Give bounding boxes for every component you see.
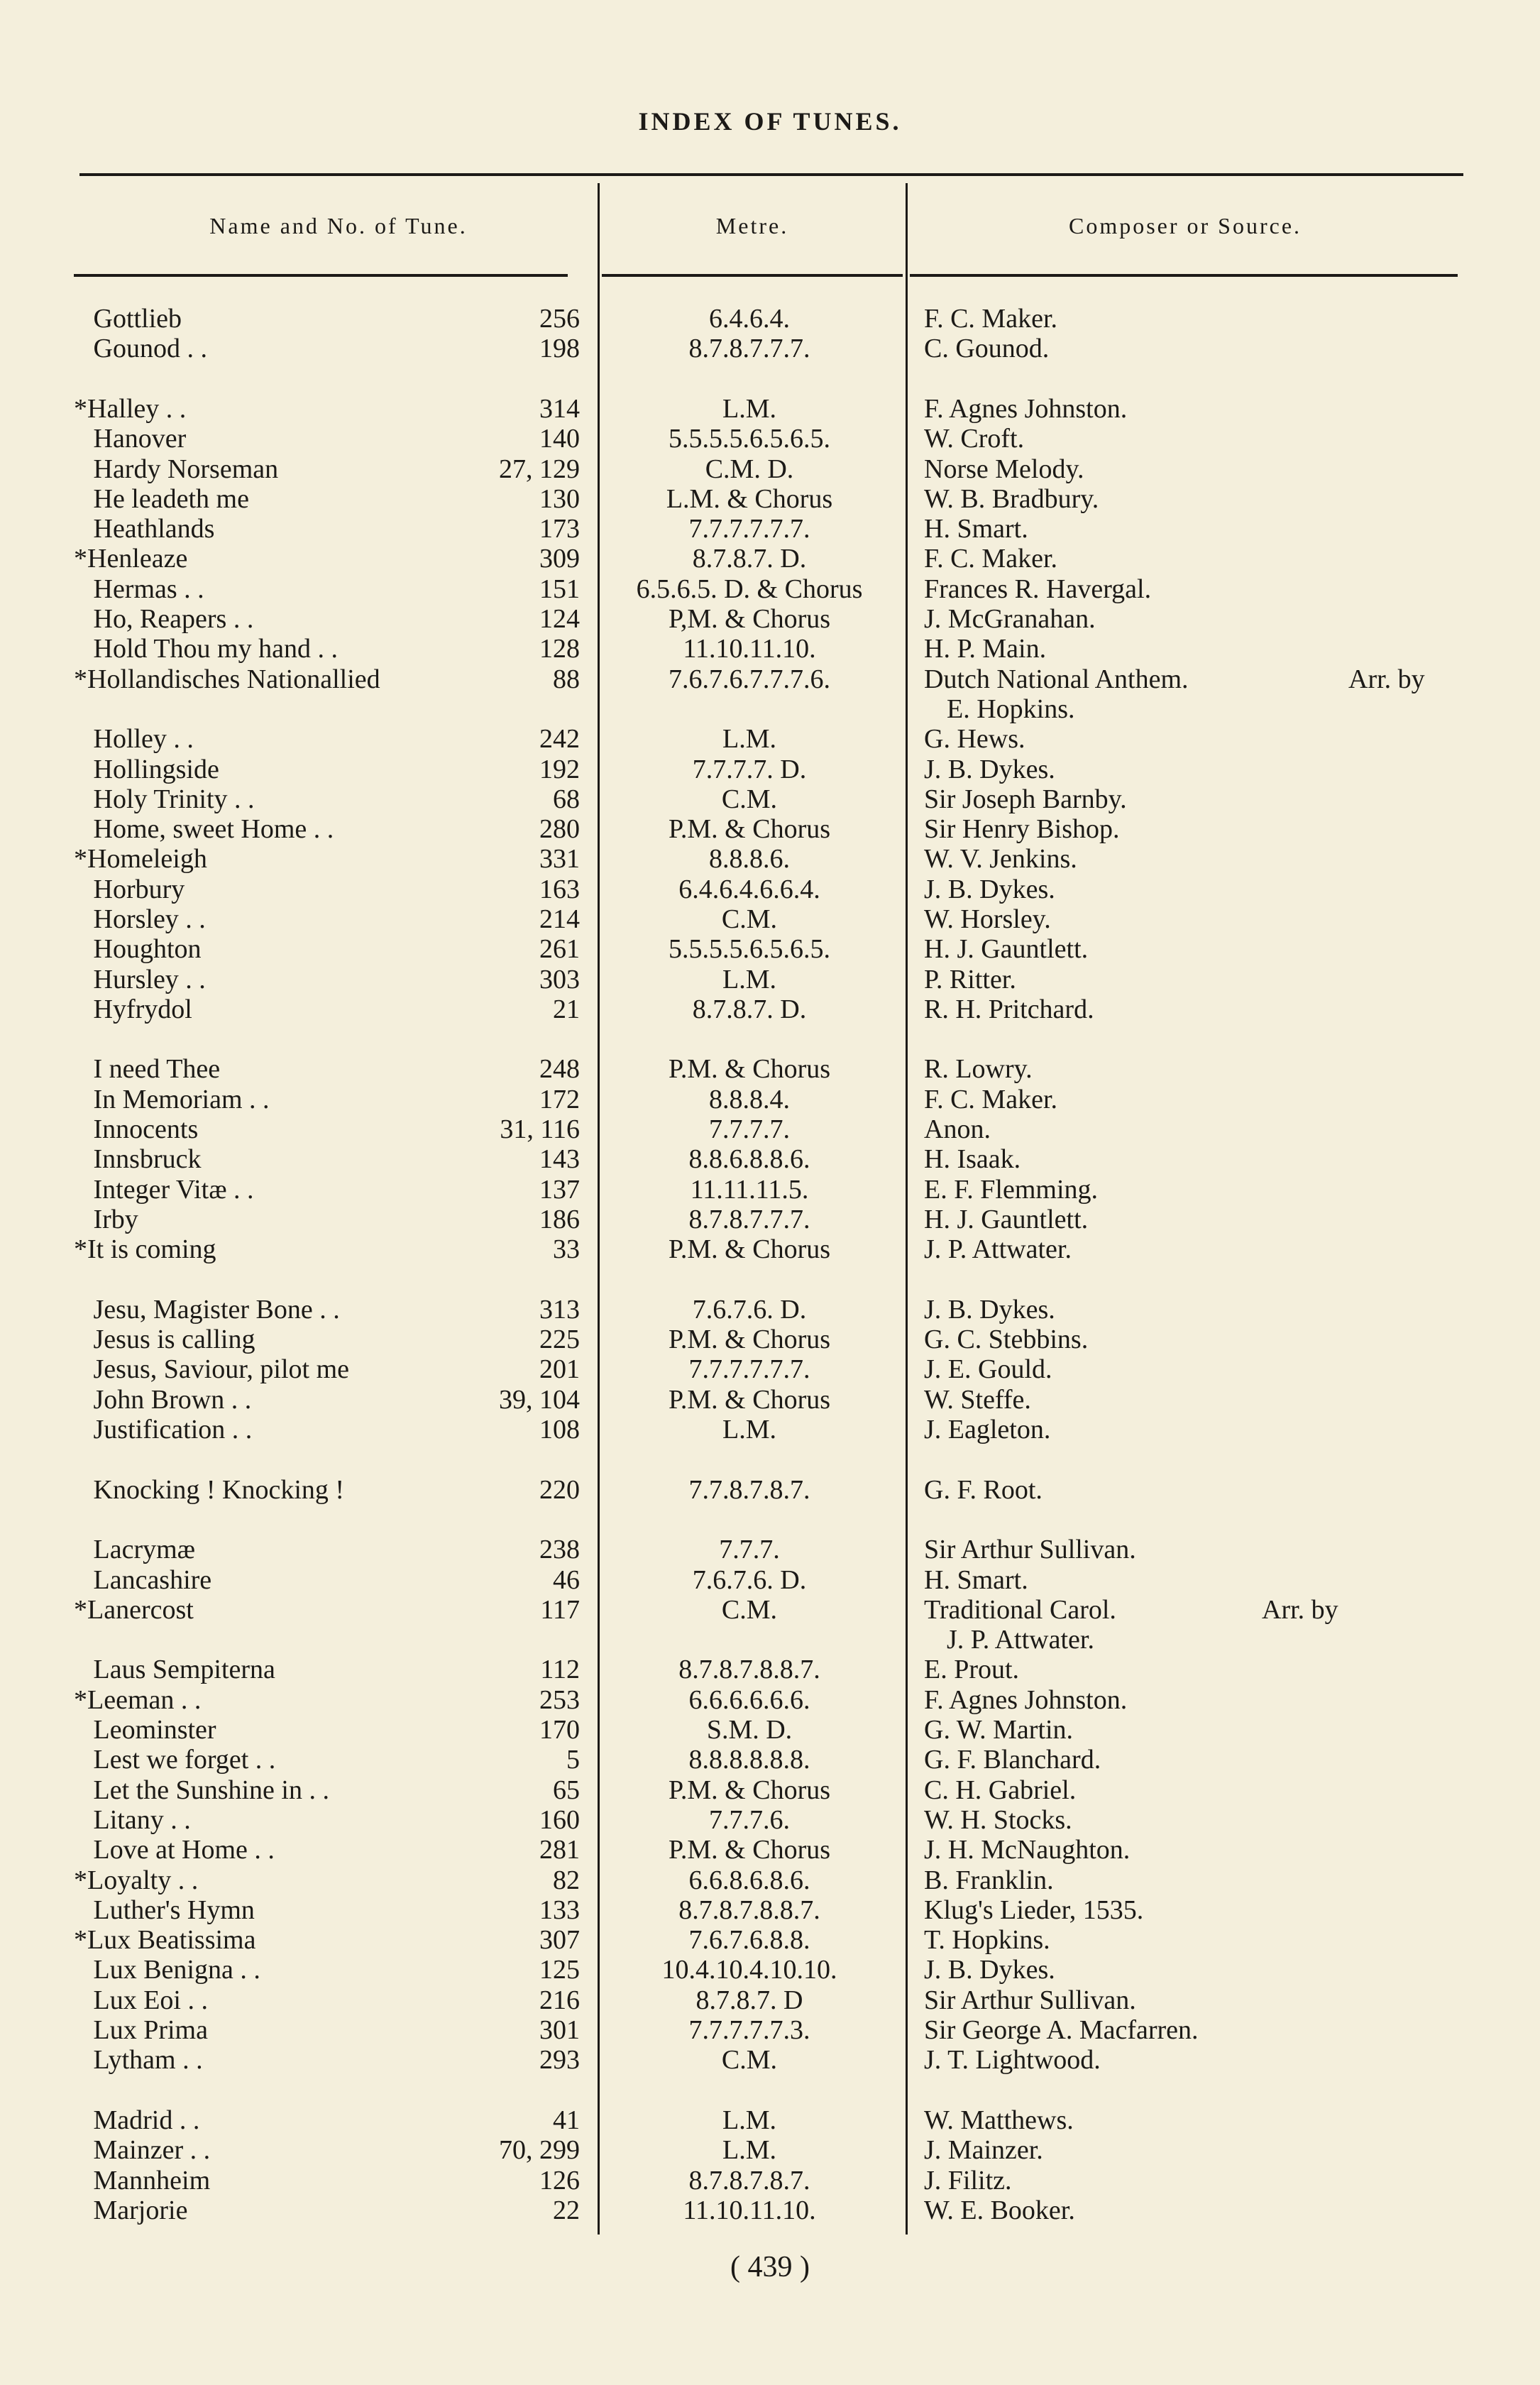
header-name: Name and No. of Tune.: [209, 213, 468, 238]
table-row: [0, 634, 1540, 664]
tune-metre: 7.6.7.6.7.7.7.6.: [669, 664, 830, 694]
table-row: [0, 1354, 1540, 1384]
tune-composer: Frances R. Havergal.: [924, 574, 1152, 604]
table-row: [0, 1085, 1540, 1114]
tune-name: *Hollandisches Nationallied: [74, 664, 380, 694]
table-row: [0, 1234, 1540, 1264]
table-row: [0, 1114, 1540, 1144]
tune-number: 31, 116: [500, 1114, 580, 1144]
table-row: [0, 784, 1540, 814]
tune-metre: 8.7.8.7.7.7.: [688, 334, 810, 363]
tune-name: Gottlieb: [87, 304, 182, 334]
table-row: [0, 904, 1540, 934]
tune-metre: P.M. & Chorus: [668, 1775, 831, 1805]
tune-number: 65: [553, 1775, 580, 1805]
table-row: [0, 1144, 1540, 1174]
table-row: [0, 514, 1540, 544]
table-row: [0, 1805, 1540, 1835]
tune-composer: J. B. Dykes.: [924, 755, 1055, 784]
table-row: [0, 334, 1540, 363]
tune-composer: J. McGranahan.: [924, 604, 1096, 634]
tune-name: *Henleaze: [74, 544, 188, 574]
tune-metre: P.M. & Chorus: [668, 1835, 831, 1865]
tune-number: 68: [553, 784, 580, 814]
tune-composer: Sir George A. Macfarren.: [924, 2015, 1199, 2045]
tune-name: *Halley . .: [74, 394, 187, 424]
header-rule-name: [74, 274, 568, 277]
arranger-note: Arr. by: [1348, 664, 1425, 694]
tune-name: Gounod . .: [87, 334, 207, 363]
table-row: [0, 1865, 1540, 1895]
tune-metre: P.M. & Chorus: [668, 814, 831, 844]
tune-number: 216: [539, 1985, 580, 2015]
tune-composer: J. E. Gould.: [924, 1354, 1052, 1384]
tune-number: 88: [553, 664, 580, 694]
tune-name: Lux Prima: [87, 2015, 208, 2045]
tune-number: 261: [539, 934, 580, 964]
tune-name: Lest we forget . .: [87, 1745, 276, 1775]
tune-number: 256: [539, 304, 580, 334]
tune-metre: 6.6.8.6.8.6.: [688, 1865, 810, 1895]
tune-composer: W. V. Jenkins.: [924, 844, 1077, 874]
tune-name: Hold Thou my hand . .: [87, 634, 338, 664]
tune-name: Madrid . .: [87, 2105, 200, 2135]
tune-name: Litany . .: [87, 1805, 191, 1835]
tune-number: 46: [553, 1565, 580, 1595]
tune-name: Hollingside: [87, 755, 219, 784]
table-row: [0, 814, 1540, 844]
tune-composer: T. Hopkins.: [924, 1925, 1050, 1955]
tune-metre: 8.7.8.7.8.8.7.: [678, 1655, 820, 1684]
header-metre: Metre.: [715, 213, 789, 238]
tune-composer: H. Smart.: [924, 1565, 1028, 1595]
tune-metre: 7.7.7.7.7.7.: [688, 514, 810, 544]
table-row: [0, 1895, 1540, 1925]
tune-composer: B. Franklin.: [924, 1865, 1054, 1895]
table-row: [0, 1205, 1540, 1234]
tune-name: Hanover: [87, 424, 187, 454]
tune-name: Jesus, Saviour, pilot me: [87, 1354, 350, 1384]
tune-metre: 7.7.7.6.: [709, 1805, 790, 1835]
table-row: [0, 1475, 1540, 1505]
table-row: [0, 1835, 1540, 1865]
table-row: [0, 1295, 1540, 1325]
tune-composer: C. Gounod.: [924, 334, 1050, 363]
tune-composer: Sir Henry Bishop.: [924, 814, 1120, 844]
table-row: [0, 1385, 1540, 1415]
tune-metre: L.M.: [722, 724, 776, 754]
tune-name: Lytham . .: [87, 2045, 203, 2075]
tune-number: 281: [539, 1835, 580, 1865]
tune-composer: G. F. Root.: [924, 1475, 1043, 1505]
tune-metre: 8.8.8.4.: [709, 1085, 790, 1114]
tune-metre: 11.10.11.10.: [683, 2195, 816, 2225]
tune-composer: Sir Arthur Sullivan.: [924, 1985, 1136, 2015]
tune-name: Ho, Reapers . .: [87, 604, 254, 634]
table-row: [0, 1415, 1540, 1444]
tune-name: Jesu, Magister Bone . .: [87, 1295, 340, 1325]
tune-name: Laus Sempiterna: [87, 1655, 275, 1684]
tune-number: 303: [539, 965, 580, 994]
tune-composer: J. B. Dykes.: [924, 1955, 1055, 1985]
tune-metre: 8.7.8.7. D.: [692, 544, 807, 574]
tune-number: 137: [539, 1175, 580, 1205]
tune-name: I need Thee: [87, 1054, 221, 1084]
tune-metre: 7.7.7.: [719, 1535, 780, 1564]
tune-name: Mannheim: [87, 2166, 211, 2195]
tune-name: Innsbruck: [87, 1144, 202, 1174]
table-row: [0, 1595, 1540, 1655]
tune-composer: Sir Arthur Sullivan.: [924, 1535, 1136, 1564]
tune-composer: G. C. Stebbins.: [924, 1325, 1089, 1354]
table-row: [0, 2195, 1540, 2225]
tune-metre: 11.11.11.5.: [690, 1175, 809, 1205]
header-rule-metre: [602, 274, 903, 277]
tune-name: He leadeth me: [87, 484, 249, 514]
tune-composer: W. B. Bradbury.: [924, 484, 1099, 514]
tune-composer: Traditional Carol.: [924, 1595, 1116, 1625]
tune-composer: P. Ritter.: [924, 965, 1016, 994]
tune-number: 225: [539, 1325, 580, 1354]
tune-number: 22: [553, 2195, 580, 2225]
tune-name: *Homeleigh: [74, 844, 207, 874]
tune-number: 125: [539, 1955, 580, 1985]
tune-name: Heathlands: [87, 514, 215, 544]
tune-name: *Leeman . .: [74, 1685, 202, 1715]
tune-metre: 8.8.8.8.8.8.: [688, 1745, 810, 1775]
tune-name: Hardy Norseman: [87, 454, 279, 484]
table-row: [0, 604, 1540, 634]
table-row: [0, 2135, 1540, 2165]
tune-name: Lux Benigna . .: [87, 1955, 260, 1985]
table-row: [0, 934, 1540, 964]
tune-composer: J. B. Dykes.: [924, 1295, 1055, 1325]
tune-name: Luther's Hymn: [87, 1895, 255, 1925]
tune-metre: 7.7.7.7.7.3.: [688, 2015, 810, 2045]
tune-number: 133: [539, 1895, 580, 1925]
tune-metre: C.M.: [721, 904, 778, 934]
tune-number: 126: [539, 2166, 580, 2195]
tune-name: Love at Home . .: [87, 1835, 275, 1865]
tune-number: 21: [553, 994, 580, 1024]
tune-composer: H. J. Gauntlett.: [924, 1205, 1089, 1234]
tune-metre: 8.7.8.7.8.8.7.: [678, 1895, 820, 1925]
tune-composer: J. P. Attwater.: [924, 1234, 1072, 1264]
tune-metre: C.M.: [721, 1595, 778, 1625]
tune-number: 220: [539, 1475, 580, 1505]
table-row: [0, 544, 1540, 574]
tune-number: 160: [539, 1805, 580, 1835]
table-row: [0, 394, 1540, 424]
tune-number: 108: [539, 1415, 580, 1444]
tune-metre: L.M.: [722, 2135, 776, 2165]
tune-composer: H. Isaak.: [924, 1144, 1021, 1174]
table-row: [0, 1655, 1540, 1684]
tune-number: 201: [539, 1354, 580, 1384]
tune-name: Lux Eoi . .: [87, 1985, 208, 2015]
tune-number: 33: [553, 1234, 580, 1264]
tune-number: 214: [539, 904, 580, 934]
tune-metre: 7.6.7.6. D.: [692, 1295, 807, 1325]
header-rule-composer: [910, 274, 1458, 277]
tune-composer: W. E. Booker.: [924, 2195, 1075, 2225]
header-composer: Composer or Source.: [1068, 213, 1302, 238]
tune-composer: Anon.: [924, 1114, 991, 1144]
tune-metre: 8.7.8.7.8.7.: [688, 2166, 810, 2195]
tune-name: Holy Trinity . .: [87, 784, 255, 814]
tune-name: Integer Vitæ . .: [87, 1175, 254, 1205]
arranger-note: Arr. by: [1262, 1595, 1338, 1625]
table-row: [0, 424, 1540, 454]
tune-name: Hermas . .: [87, 574, 204, 604]
tune-metre: 8.8.6.8.8.6.: [688, 1144, 810, 1174]
tune-composer: W. Steffe.: [924, 1385, 1031, 1415]
table-row: [0, 2045, 1540, 2075]
table-row: [0, 1325, 1540, 1354]
tune-name: Holley . .: [87, 724, 194, 754]
tune-composer: F. Agnes Johnston.: [924, 394, 1128, 424]
tune-composer: H. Smart.: [924, 514, 1028, 544]
tune-composer: Sir Joseph Barnby.: [924, 784, 1127, 814]
table-row: [0, 755, 1540, 784]
page-number: ( 439 ): [730, 2251, 810, 2283]
tune-name: Home, sweet Home . .: [87, 814, 334, 844]
tune-name: Innocents: [87, 1114, 199, 1144]
tune-number: 130: [539, 484, 580, 514]
tune-number: 173: [539, 514, 580, 544]
tune-number: 70, 299: [499, 2135, 580, 2165]
table-row: [0, 2015, 1540, 2045]
tune-metre: 6.4.6.4.: [709, 304, 790, 334]
tune-metre: 6.5.6.5. D. & Chorus: [636, 574, 863, 604]
tune-metre: L.M.: [722, 394, 776, 424]
tune-metre: C.M.: [721, 2045, 778, 2075]
tune-composer: R. H. Pritchard.: [924, 994, 1094, 1024]
tune-number: 41: [553, 2105, 580, 2135]
tune-name: Lancashire: [87, 1565, 212, 1595]
tune-metre: 5.5.5.5.6.5.6.5.: [669, 934, 830, 964]
tune-number: 151: [539, 574, 580, 604]
tune-metre: P,M. & Chorus: [668, 604, 831, 634]
tune-number: 293: [539, 2045, 580, 2075]
tune-number: 314: [539, 394, 580, 424]
tune-metre: 7.7.8.7.8.7.: [688, 1475, 810, 1505]
tune-name: Justification . .: [87, 1415, 253, 1444]
tune-number: 140: [539, 424, 580, 454]
tune-composer: E. Prout.: [924, 1655, 1020, 1684]
tune-metre: 6.6.6.6.6.6.: [688, 1685, 810, 1715]
tune-composer: H. J. Gauntlett.: [924, 934, 1089, 964]
tune-number: 242: [539, 724, 580, 754]
tune-number: 170: [539, 1715, 580, 1745]
table-row: [0, 1535, 1540, 1564]
tune-metre: L.M.: [722, 1415, 776, 1444]
tune-name: *Lux Beatissima: [74, 1925, 256, 1955]
tune-composer: H. P. Main.: [924, 634, 1047, 664]
tune-name: Irby: [87, 1205, 138, 1234]
tune-name: Marjorie: [87, 2195, 188, 2225]
tune-number: 238: [539, 1535, 580, 1564]
tune-number: 192: [539, 755, 580, 784]
tune-composer: W. Croft.: [924, 424, 1025, 454]
tune-number: 248: [539, 1054, 580, 1084]
table-row: [0, 1054, 1540, 1084]
tune-metre: P.M. & Chorus: [668, 1234, 831, 1264]
tune-metre: L.M. & Chorus: [666, 484, 833, 514]
tune-name: Hursley . .: [87, 965, 206, 994]
tune-composer: W. Horsley.: [924, 904, 1051, 934]
tune-metre: 7.7.7.7.: [709, 1114, 790, 1144]
table-row: [0, 724, 1540, 754]
tune-metre: C.M. D.: [705, 454, 794, 484]
tune-number: 5: [566, 1745, 580, 1775]
table-row: [0, 1685, 1540, 1715]
tune-number: 301: [539, 2015, 580, 2045]
tune-composer: J. T. Lightwood.: [924, 2045, 1101, 2075]
tune-metre: P.M. & Chorus: [668, 1325, 831, 1354]
table-row: [0, 965, 1540, 994]
tune-composer: R. Lowry.: [924, 1054, 1033, 1084]
tune-composer: J. Eagleton.: [924, 1415, 1051, 1444]
table-row: [0, 484, 1540, 514]
tune-number: 309: [539, 544, 580, 574]
tune-composer: F. C. Maker.: [924, 1085, 1058, 1114]
tune-number: 280: [539, 814, 580, 844]
tune-number: 39, 104: [499, 1385, 580, 1415]
tune-name: Jesus is calling: [87, 1325, 255, 1354]
tune-number: 112: [540, 1655, 580, 1684]
tune-number: 331: [539, 844, 580, 874]
tune-number: 313: [539, 1295, 580, 1325]
tune-number: 128: [539, 634, 580, 664]
tune-metre: 7.7.7.7.7.7.: [688, 1354, 810, 1384]
tune-metre: 6.4.6.4.6.6.4.: [678, 874, 820, 904]
table-row: [0, 2166, 1540, 2195]
tune-composer: W. H. Stocks.: [924, 1805, 1072, 1835]
tune-name: In Memoriam . .: [87, 1085, 270, 1114]
tune-metre: 7.7.7.7. D.: [692, 755, 807, 784]
tune-number: 186: [539, 1205, 580, 1234]
tune-metre: P.M. & Chorus: [668, 1385, 831, 1415]
tune-metre: P.M. & Chorus: [668, 1054, 831, 1084]
tune-metre: 7.6.7.6. D.: [692, 1565, 807, 1595]
tune-name: Leominster: [87, 1715, 216, 1745]
tune-composer-continued: E. Hopkins.: [947, 694, 1075, 724]
tune-number: 143: [539, 1144, 580, 1174]
tune-number: 172: [539, 1085, 580, 1114]
tune-metre: 8.7.8.7.7.7.: [688, 1205, 810, 1234]
tune-name: Horbury: [87, 874, 185, 904]
tune-name: Hyfrydol: [87, 994, 192, 1024]
tune-name: *Lanercost: [74, 1595, 194, 1625]
table-row: [0, 2105, 1540, 2135]
table-row: [0, 1775, 1540, 1805]
tune-number: 27, 129: [499, 454, 580, 484]
tune-number: 117: [540, 1595, 580, 1625]
table-row: [0, 1565, 1540, 1595]
tune-composer: J. Mainzer.: [924, 2135, 1043, 2165]
tune-metre: L.M.: [722, 2105, 776, 2135]
tune-name: Houghton: [87, 934, 202, 964]
tune-number: 124: [539, 604, 580, 634]
tune-name: John Brown . .: [87, 1385, 252, 1415]
table-row: [0, 844, 1540, 874]
tune-composer: E. F. Flemming.: [924, 1175, 1099, 1205]
tune-number: 82: [553, 1865, 580, 1895]
tune-composer: W. Matthews.: [924, 2105, 1074, 2135]
page-title: INDEX OF TUNES.: [638, 107, 902, 136]
tune-metre: C.M.: [721, 784, 778, 814]
tune-name: Horsley . .: [87, 904, 206, 934]
tune-metre: 8.7.8.7. D: [695, 1985, 803, 2015]
table-row: [0, 1715, 1540, 1745]
tune-metre: 11.10.11.10.: [683, 634, 816, 664]
tune-composer: F. Agnes Johnston.: [924, 1685, 1128, 1715]
table-row: [0, 1985, 1540, 2015]
table-row: [0, 664, 1540, 724]
table-row: [0, 1925, 1540, 1955]
tune-composer: C. H. Gabriel.: [924, 1775, 1077, 1805]
tune-name: *Loyalty . .: [74, 1865, 199, 1895]
tune-composer: Klug's Lieder, 1535.: [924, 1895, 1144, 1925]
tune-metre: S.M. D.: [706, 1715, 793, 1745]
table-row: [0, 994, 1540, 1024]
tune-name: Knocking ! Knocking !: [87, 1475, 345, 1505]
tune-name: Mainzer . .: [87, 2135, 211, 2165]
tune-composer: J. Filitz.: [924, 2166, 1012, 2195]
table-row: [0, 574, 1540, 604]
tune-number: 198: [539, 334, 580, 363]
top-rule: [79, 173, 1463, 176]
tune-composer: F. C. Maker.: [924, 304, 1058, 334]
tune-number: 253: [539, 1685, 580, 1715]
tune-composer: Dutch National Anthem.: [924, 664, 1189, 694]
tune-number: 163: [539, 874, 580, 904]
tune-metre: 5.5.5.5.6.5.6.5.: [669, 424, 830, 454]
tune-composer: J. B. Dykes.: [924, 874, 1055, 904]
tune-composer: Norse Melody.: [924, 454, 1084, 484]
tune-name: *It is coming: [74, 1234, 216, 1264]
tune-composer: G. F. Blanchard.: [924, 1745, 1101, 1775]
tune-composer: F. C. Maker.: [924, 544, 1058, 574]
tune-metre: 8.7.8.7. D.: [692, 994, 807, 1024]
tune-name: Let the Sunshine in . .: [87, 1775, 329, 1805]
tune-composer: G. W. Martin.: [924, 1715, 1074, 1745]
tune-number: 307: [539, 1925, 580, 1955]
table-row: [0, 304, 1540, 334]
table-row: [0, 874, 1540, 904]
tune-composer: J. H. McNaughton.: [924, 1835, 1131, 1865]
tune-composer: G. Hews.: [924, 724, 1025, 754]
tune-name: Lacrymæ: [87, 1535, 196, 1564]
table-row: [0, 1745, 1540, 1775]
tune-metre: L.M.: [722, 965, 776, 994]
table-row: [0, 1955, 1540, 1985]
tune-metre: 8.8.8.6.: [709, 844, 790, 874]
table-row: [0, 1175, 1540, 1205]
tune-metre: 10.4.10.4.10.10.: [661, 1955, 837, 1985]
table-row: [0, 454, 1540, 484]
tune-metre: 7.6.7.6.8.8.: [688, 1925, 810, 1955]
tune-composer-continued: J. P. Attwater.: [947, 1625, 1094, 1655]
